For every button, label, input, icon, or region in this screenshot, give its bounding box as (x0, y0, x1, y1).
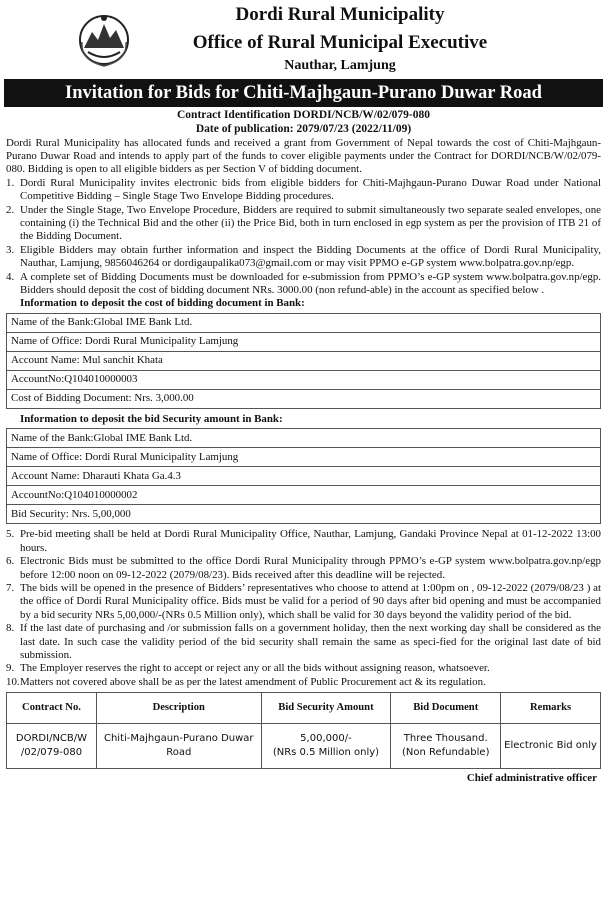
table-row (7, 724, 601, 769)
clause-text: Dordi Rural Municipality invites electronic bids from eligible bidders for Chiti-Majhgaun-Purano Duwar Road under National Competitive Bidding – Single Stage Two Envelope Bidding procedures. (20, 176, 601, 203)
clause-text: The Employer reserves the right to accept or reject any or all the bids without assigning reason, whatsoever. (20, 662, 490, 675)
col-bid-security: Bid Security Amount (261, 693, 391, 724)
clause-item (6, 177, 601, 204)
intro-paragraph: Dordi Rural Municipality has allocated funds and received a grant from Government of Nepal towards the cost of Chiti-Majhgaun-Purano Duwar Road and intends to apply part of the funds to cover eligible payments under the Contract for DORDI/NCB/W/02/079-080. Bidding is open to all eligible bidders as per Section V of bidding document. (6, 136, 601, 176)
clause-number: 8. (6, 622, 15, 635)
table-row (7, 448, 601, 467)
cell-bid-document: Three Thousand. (Non Refundable) (391, 724, 501, 769)
signatory: Chief administrative officer (466, 772, 597, 785)
bid-table-header-row (7, 693, 601, 724)
clause-number: 4. (6, 270, 15, 283)
cell-description: Chiti-Majhgaun-Purano Duwar Road (96, 724, 261, 769)
clause-item (6, 622, 601, 662)
bank-info-cell: AccountNo:Q104010000003 (7, 370, 601, 389)
bank-security-table (6, 428, 601, 524)
clause-number: 9. (6, 662, 15, 675)
clause-text: Eligible Bidders may obtain further information and inspect the Bidding Documents at the office of Dordi Rural Municipality, Nauthar, Lamjung, 9856046264 or dordigaupalika073@gmail.com or may visit PPMO e-GP system www.bolpatra.gov.np/egp. (20, 243, 601, 270)
clauses-5-10 (6, 528, 601, 689)
table-row (7, 505, 601, 524)
col-remarks: Remarks (501, 693, 601, 724)
cell-remarks: Electronic Bid only (501, 724, 601, 769)
bank-doc-table (6, 313, 601, 409)
table-row (7, 429, 601, 448)
clause-text: Under the Single Stage, Two Envelope Procedure, Bidders are required to submit simultaneously two separate sealed envelopes, one containing (i) the Technical Bid and the other (ii) the Price Bid, both in turn enclosed in egp system as per the provision of ITB 21 of the Bidding Document. (20, 203, 601, 243)
publication-date: Date of publication: 2079/07/23 (2022/11/09) (195, 122, 412, 135)
bank-doc-title: Information to deposit the cost of bidding document in Bank: (20, 297, 305, 310)
clause-text: Electronic Bids must be submitted to the office Dordi Rural Municipality through PPMO’s e-GP system www.bolpatra.gov.np/egp before 12:00 noon on 09-12-2022 (2079/08/23). Bids received after this deadline will be rejected. (20, 555, 601, 581)
clause-text: Pre-bid meeting shall be held at Dordi Rural Municipality Office, Nauthar, Lamjung, Gandaki Province Nepal at 01-12-2022 13:00 hours. (20, 528, 601, 554)
bank-info-cell: Name of Office: Dordi Rural Municipality Lamjung (7, 332, 601, 351)
clause-number: 6. (6, 555, 15, 568)
clause-item (6, 582, 601, 622)
clause-number: 10. (6, 675, 20, 688)
bank-info-cell: Account Name: Dharauti Khata Ga.4.3 (7, 467, 601, 486)
bank-info-cell: Account Name: Mul sanchit Khata (7, 351, 601, 370)
municipality-title: Dordi Rural Municipality (235, 4, 445, 25)
header (0, 2, 607, 80)
clause-item (6, 244, 601, 271)
clause-item (6, 271, 601, 298)
col-bid-document: Bid Document (391, 693, 501, 724)
clause-number: 1. (6, 176, 15, 189)
office-title: Office of Rural Municipal Executive (192, 32, 488, 53)
clauses-1-4 (6, 177, 601, 298)
contract-identification: Contract Identification DORDI/NCB/W/02/079-080 (177, 109, 430, 121)
col-description: Description (96, 693, 261, 724)
clause-number: 7. (6, 581, 15, 594)
clause-text: The bids will be opened in the presence of Bidders’ representatives who choose to attend at 1:00pm on , 09-12-2022 (2079/08/23 ) at the office of Dordi Rural Municipality office. Bids must be valid for a period of 90 days after bid opening and must be accompanied by a bid security NRs 5,00,000/-(NRs 0.5 Million only), which shall be valid for 30 days beyond the validity period of the bid. (20, 581, 601, 621)
table-row (7, 332, 601, 351)
bank-info-cell: Name of Office: Dordi Rural Municipality Lamjung (7, 448, 601, 467)
bank-info-cell: Cost of Bidding Document: Nrs. 3,000.00 (7, 389, 601, 408)
clause-number: 3. (6, 243, 15, 256)
col-contract-no: Contract No. (7, 693, 97, 724)
notice-content (6, 109, 601, 786)
table-row (7, 486, 601, 505)
bank-info-cell: Name of the Bank:Global IME Bank Ltd. (7, 313, 601, 332)
cell-bid-security: 5,00,000/- (NRs 0.5 Million only) (261, 724, 391, 769)
office-location: Nauthar, Lamjung (284, 58, 396, 73)
clause-number: 5. (6, 528, 15, 541)
table-row (7, 351, 601, 370)
clause-text: If the last date of purchasing and /or submission falls on a government holiday, then the next working day shall be considered as the last date. In such case the validity period of the bid security shall remain the same as speci-fied for the original last date of bid submission. (20, 622, 601, 661)
bank-info-cell: AccountNo:Q104010000002 (7, 486, 601, 505)
bank-info-cell: Name of the Bank:Global IME Bank Ltd. (7, 429, 601, 448)
bank-info-cell: Bid Security: Nrs. 5,00,000 (7, 505, 601, 524)
bank-security-title: Information to deposit the bid Security amount in Bank: (20, 412, 283, 425)
clause-text: A complete set of Bidding Documents must be downloaded for e-submission from PPMO’s e-GP system www.bolpatra.gov.np/egp. Bidders should deposit the cost of bidding document NRs. 3000.00 (non refund-able) in the account as specified below . (20, 270, 601, 297)
table-row (7, 370, 601, 389)
clause-item (6, 676, 601, 689)
clause-text: Matters not covered above shall be as per the latest amendment of Public Procurement act & its regulation. (20, 675, 486, 688)
clause-item (6, 662, 601, 675)
bid-summary-table (6, 692, 601, 769)
clause-item (6, 555, 601, 582)
table-row (7, 313, 601, 332)
clause-number: 2. (6, 203, 15, 216)
clause-item (6, 204, 601, 244)
notice-banner: Invitation for Bids for Chiti-Majhgaun-Purano Duwar Road (4, 79, 603, 107)
cell-contract-no: DORDI/NCB/W /02/079-080 (7, 724, 97, 769)
clause-item (6, 528, 601, 555)
table-row (7, 467, 601, 486)
table-row (7, 389, 601, 408)
